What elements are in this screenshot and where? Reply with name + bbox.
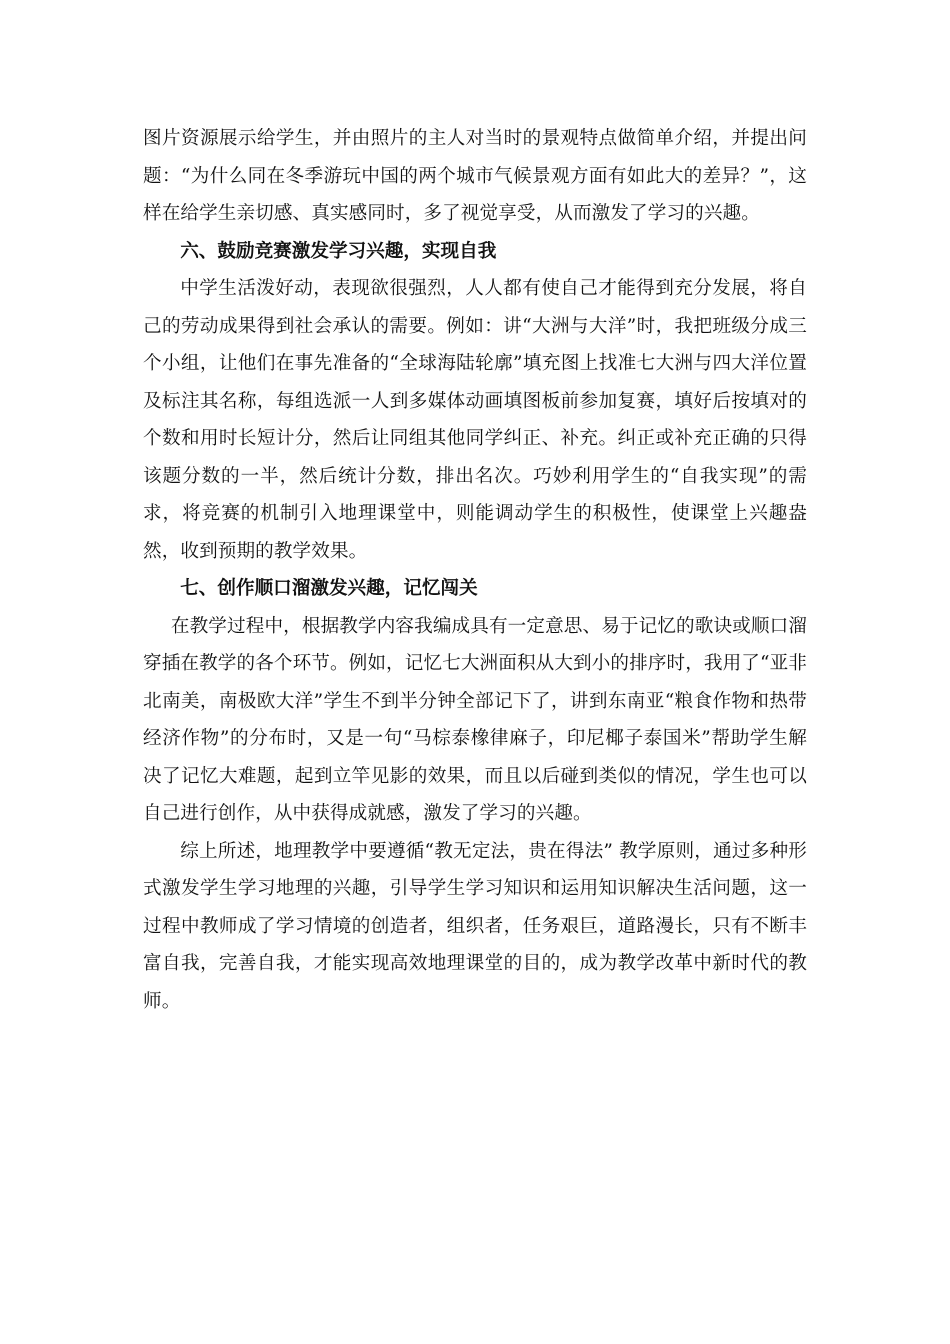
section-7-heading: 七、创作顺口溜激发兴趣，记忆闯关 [180, 578, 478, 599]
section-6-paragraph: 中学生活泼好动，表现欲很强烈，人人都有使自己才能得到充分发展，将自己的劳动成果得到社会承认的需要。例如：讲“大洲与大洋”时，我把班级分成三个小组，让他们在事先准备的“全球海陆轮廓”填充图上找准七大洲与四大洋位置及标注其名称，每组选派一人到多媒体动画填图板前参加复赛，填好后按填对的个数和用时长短计分，然后让同组其他同学纠正、补充。纠正或补充正确的只得该题分数的一半，然后统计分数，排出名次。巧妙利用学生的“自我实现”的需求，将竞赛的机制引入地理课堂中，则能调动学生的积极性，使课堂上兴趣盎然，收到预期的教学效果。 [143, 278, 807, 562]
intro-paragraph: 图片资源展示给学生，并由照片的主人对当时的景观特点做简单介绍，并提出问题：“为什么同在冬季游玩中国的两个城市气候景观方面有如此大的差异？”，这样在给学生亲切感、真实感同时，多了视觉享受，从而激发了学习的兴趣。 [143, 128, 807, 224]
section-7-paragraph: 在教学过程中，根据教学内容我编成具有一定意思、易于记忆的歌诀或顺口溜穿插在教学的各个环节。例如，记忆七大洲面积从大到小的排序时，我用了“亚非北南美，南极欧大洋”学生不到半分钟全部记下了，讲到东南亚“粮食作物和热带经济作物”的分布时，又是一句“马棕泰橡律麻子，印尼椰子泰国米”帮助学生解决了记忆大难题，起到立竿见影的效果，而且以后碰到类似的情况，学生也可以自己进行创作，从中获得成就感，激发了学习的兴趣。 [143, 615, 807, 824]
document-body [143, 120, 807, 1020]
section-6-heading: 六、鼓励竞赛激发学习兴趣，实现自我 [180, 240, 497, 262]
conclusion-paragraph: 综上所述，地理教学中要遵循“教无定法，贵在得法” 教学原则，通过多种形式激发学生学习地理的兴趣，引导学生学习知识和运用知识解决生活问题，这一过程中教师成了学习情境的创造者，组织者，任务艰巨，道路漫长，只有不断丰富自我，完善自我，才能实现高效地理课堂的目的，成为教学改革中新时代的教师。 [143, 840, 807, 1012]
